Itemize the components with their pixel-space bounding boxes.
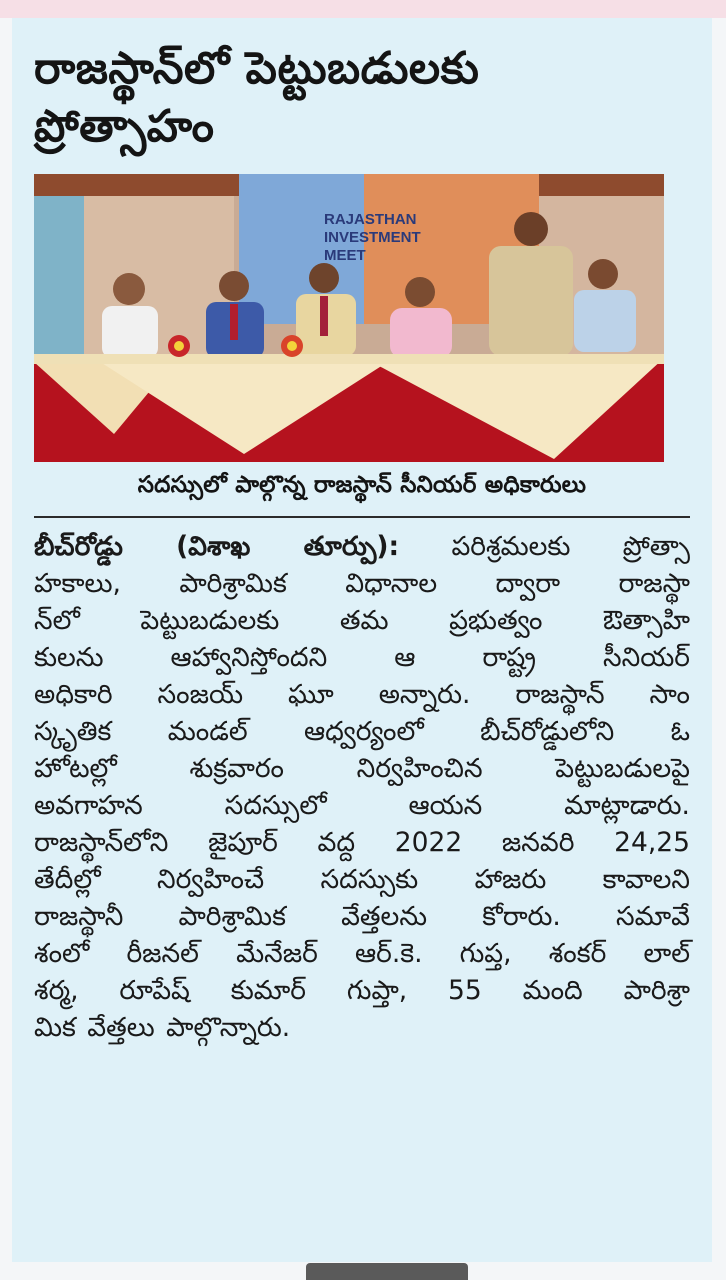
body-line-5: అధికారి సంజయ్ ఘూ అన్నారు. రాజస్థాన్ సాం (34, 679, 690, 710)
headline-line-1: రాజస్థాన్‌లో పెట్టుబడులకు (34, 43, 480, 94)
body-line-14: మిక వేత్తలు పాల్గొన్నారు. (34, 1012, 291, 1043)
body-line-1-text: పరిశ్రమలకు ప్రోత్సా (399, 531, 690, 562)
body-line-4: కులను ఆహ్వానిస్తోందని ఆ రాష్ట్ర సీనియర్ (34, 642, 690, 673)
body-line-12: శంలో రీజనల్ మేనేజర్ ఆర్.కె. గుప్త, శంకర్ లాల్ (34, 938, 690, 969)
article-body (34, 528, 690, 1046)
newspaper-clipping (12, 18, 712, 1262)
body-line-2: హకాలు, పారిశ్రామిక విధానాల ద్వారా రాజస్థా (34, 568, 690, 599)
home-indicator[interactable] (306, 1263, 468, 1280)
body-line-3: న్‌లో పెట్టుబడులకు తమ ప్రభుత్వం ఔత్సాహి (34, 605, 690, 636)
body-line-1 (34, 528, 690, 565)
body-line-8: అవగాహన సదస్సులో ఆయన మాట్లాడారు. (34, 790, 690, 821)
article-photo (34, 174, 664, 462)
banner-line-2: INVESTMENT (324, 229, 421, 246)
body-line-6: స్కృతిక మండల్ ఆధ్వర్యంలో బీచ్‌రోడ్డులోని ఓ (34, 716, 690, 747)
headline (34, 40, 690, 156)
body-line-11: రాజస్థానీ పారిశ్రామిక వేత్తలను కోరారు. సమావే (34, 901, 690, 932)
body-line-10: తేదీల్లో నిర్వహించే సదస్సుకు హాజరు కావాలని (34, 864, 690, 895)
banner-line-1: RAJASTHAN (324, 211, 417, 228)
headline-line-2: ప్రోత్సాహం (34, 101, 215, 152)
banner-line-3: MEET (324, 247, 366, 264)
photo-illustration (34, 174, 664, 462)
body-line-7: హోటల్లో శుక్రవారం నిర్వహించిన పెట్టుబడులపై (34, 753, 690, 784)
dateline: బీచ్‌రోడ్డు (విశాఖ తూర్పు): (34, 531, 400, 562)
body-line-13: శర్మ, రూపేష్ కుమార్ గుప్తా, 55 మంది పారిశ్రా (34, 975, 690, 1006)
photo-caption: సదస్సులో పాల్గొన్న రాజస్థాన్ సీనియర్ అధికారులు (137, 472, 587, 498)
top-strip (0, 0, 726, 18)
caption-divider (34, 516, 690, 518)
body-line-9: రాజస్థాన్‌లోని జైపూర్ వద్ద 2022 జనవరి 24,25 (34, 827, 690, 858)
